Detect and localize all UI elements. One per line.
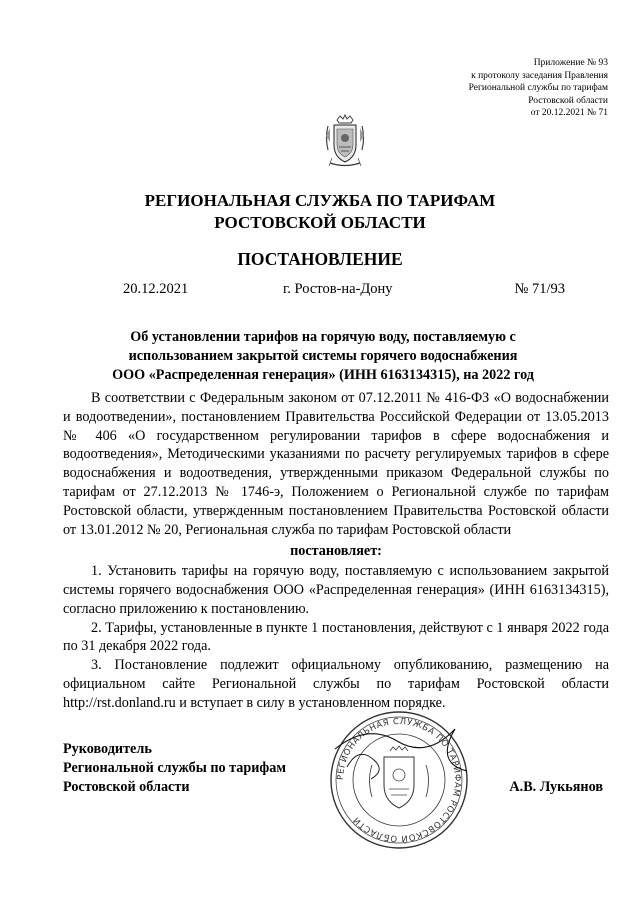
seal-ring-text: РЕГИОНАЛЬНАЯ СЛУЖБА ПО ТАРИФАМ РОСТОВСКОЙ ОБЛАСТИ [335, 716, 463, 844]
appendix-line: к протоколу заседания Правления [471, 70, 608, 81]
resolves-heading: постановляет: [290, 543, 382, 560]
subject-line: ООО «Распределенная генерация» (ИНН 6163134315), на 2022 год [112, 367, 534, 383]
subject-line: Об установлении тарифов на горячую воду, поставляемую с [130, 329, 516, 345]
document-body [63, 389, 609, 713]
appendix-line: от 20.12.2021 № 71 [530, 108, 608, 118]
document-city: г. Ростов-на-Дону [283, 281, 393, 297]
signer-title: Региональной службы по тарифам [63, 760, 287, 776]
item-3-paragraph: 3. Постановление подлежит официальному опубликованию, размещению на официальном сайте Региональной службы по тарифам Ростовской области http://rst.donland.ru и вступает в силу в установленном порядке. [63, 657, 609, 711]
agency-name [0, 190, 640, 234]
item-1-paragraph: 1. Установить тарифы на горячую воду, поставляемую с использованием закрытой системы горячего водоснабжения ООО «Распределенная генерация» (ИНН 6163134315), согласно приложению к постановлению. [63, 563, 609, 617]
coat-of-arms-icon [322, 114, 368, 170]
signer-name: А.В. Лукьянов [509, 779, 603, 795]
signer-title: Руководитель [63, 741, 152, 757]
signer-title: Ростовской области [63, 779, 190, 795]
document-subject [60, 328, 586, 385]
official-seal-icon [327, 705, 471, 855]
item-2-paragraph: 2. Тарифы, установленные в пункте 1 постановления, действуют с 1 января 2022 года по 31 декабря 2022 года. [63, 619, 609, 655]
appendix-line: Региональной службы по тарифам [468, 83, 608, 93]
appendix-line: Ростовской области [528, 95, 608, 106]
document-type: ПОСТАНОВЛЕНИЕ [237, 249, 403, 269]
appendix-line: Приложение № 93 [533, 58, 608, 68]
agency-line: РЕГИОНАЛЬНАЯ СЛУЖБА ПО ТАРИФАМ [144, 191, 496, 210]
preamble-paragraph: В соответствии с Федеральным законом от 07.12.2011 № 416-ФЗ «О водоснабжении и водоотведении», постановлением Правительства Российской Федерации от 13.05.2013 № 406 «О государственном регулировании тарифов в сфере водоснабжения и водоотведения», Методическими указаниями по расчету регулируемых тарифов в сфере водоснабжения и водоотведения, утвержденными приказом Федеральной службы по тарифам от 27.12.2013 № 1746-э, Положением о Региональной службе по тарифам Ростовской области, утвержденным постановлением Правительства Ростовской области от 13.01.2012 № 20, Региональная служба по тарифам Ростовской области [63, 390, 609, 538]
agency-line: РОСТОВСКОЙ ОБЛАСТИ [214, 213, 426, 232]
document-date: 20.12.2021 [123, 281, 189, 297]
appendix-note [469, 57, 608, 120]
document-number: № 71/93 [514, 281, 565, 297]
signature-block [63, 740, 286, 797]
subject-line: использованием закрытой системы горячего водоснабжения [128, 348, 518, 364]
